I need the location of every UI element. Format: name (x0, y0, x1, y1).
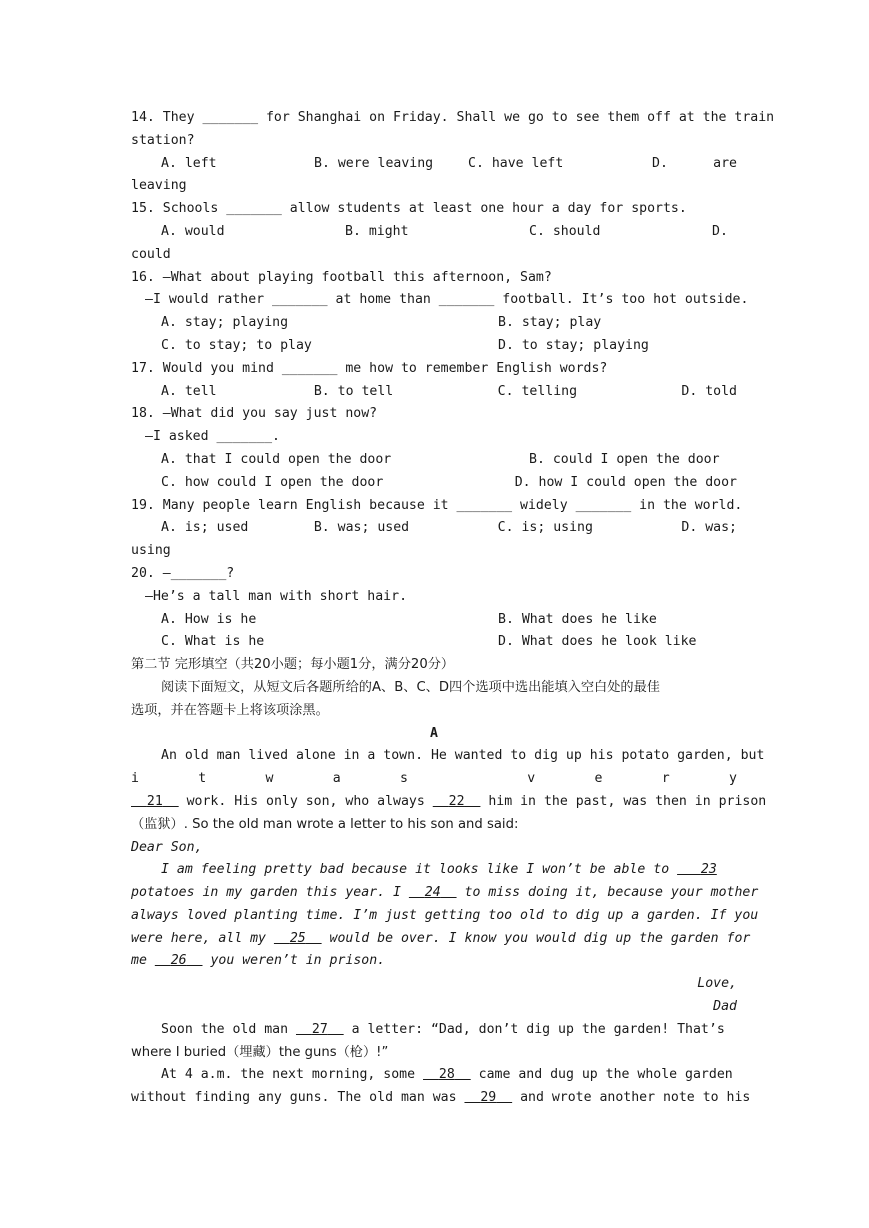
q20-options-row1 (131, 609, 737, 632)
passage-line: An old man lived alone in a town. He wanted to dig up his potato garden, but (161, 748, 765, 764)
q18-option-a: A. that I could open the door (161, 451, 392, 467)
q15-option-b: B. might (345, 223, 409, 239)
q14-option-d-wrap: leaving (131, 178, 187, 194)
q17-option-a: A. tell (161, 383, 217, 399)
q20-reply: —He’s a tall man with short hair. (145, 588, 408, 604)
passage-line: 21 work. His only son, who always 22 him in the past, was then in prison (131, 791, 737, 814)
q16-options-row2 (131, 335, 737, 358)
spread-letter: r (661, 771, 670, 787)
q18-stem: 18. —What did you say just now? (131, 406, 378, 422)
q20-option-d: D. What does he look like (498, 634, 697, 650)
q16-options-row1 (131, 312, 737, 335)
q18-option-d: D. how I could open the door (514, 474, 737, 490)
blank-23: 23 (700, 862, 717, 878)
blank-22: 22 (448, 793, 465, 809)
q15-option-d-wrap: could (131, 246, 171, 262)
q19-option-d: D. was; (681, 520, 737, 536)
letter-line: always loved planting time. I’m just getting too old to dig up a garden. If you (131, 907, 759, 923)
letter-line: I am feeling pretty bad because it looks like I won’t be able to 23 (161, 862, 717, 878)
blank-25: 25 (289, 930, 306, 946)
q17-option-b: B. to tell (313, 383, 394, 399)
q15-options (131, 221, 737, 244)
q19-option-a: A. is; used (161, 520, 249, 536)
q20-option-b: B. What does he like (498, 611, 657, 627)
q16-stem: 16. —What about playing football this afternoon, Sam? (131, 269, 552, 285)
blank-26: 26 (170, 953, 187, 969)
passage-spread-line (131, 768, 737, 791)
q18-reply: —I asked _______. (145, 429, 280, 445)
blank-28: 28 (438, 1067, 455, 1083)
passage-line: Soon the old man 27 a letter: “Dad, don’t dig up the garden! That’s (161, 1021, 725, 1037)
q14-option-d-text: are (713, 155, 737, 171)
exam-page (131, 107, 775, 1110)
q15-option-c: C. should (529, 223, 601, 239)
blank-29: 29 (480, 1090, 497, 1106)
letter-line: were here, all my 25 would be over. I know you would dig up the garden for (131, 930, 751, 946)
passage-line: without finding any guns. The old man was 29 and wrote another note to his (131, 1090, 751, 1106)
spread-letter: s (400, 771, 408, 787)
passage-line: where I buried（埋藏）the guns（枪）!” (131, 1044, 389, 1060)
q16-reply: —I would rather _______ at home than _______ football. It’s too hot outside. (145, 292, 749, 308)
letter-closing: Love, (697, 976, 737, 992)
q14-option-d: D. (652, 155, 668, 171)
letter-line: me 26 you weren’t in prison. (131, 953, 386, 969)
q14-stem: 14. They _______ for Shanghai on Friday. Shall we go to see them off at the train (131, 110, 775, 125)
q14-stem-cont: station? (131, 132, 195, 148)
q20-options-row2 (131, 631, 737, 654)
q14-option-b: B. were leaving (314, 155, 434, 171)
blank-21: 21 (146, 793, 163, 809)
spread-letter: i (131, 771, 139, 787)
section-instructions: 阅读下面短文，从短文后各题所给的A、B、C、D四个选项中选出能填入空白处的最佳 (161, 679, 660, 695)
section-instructions-cont: 选项，并在答题卡上将该项涂黑。 (131, 702, 329, 718)
q19-option-b: B. was; used (313, 520, 410, 536)
section-title: 第二节 完形填空（共20小题；每小题1分，满分20分） (131, 657, 455, 673)
letter-salutation: Dear Son, (131, 839, 203, 855)
letter-signature: Dad (713, 999, 737, 1015)
q17-stem: 17. Would you mind _______ me how to remember English words? (131, 360, 608, 376)
q16-option-a: A. stay; playing (161, 315, 289, 331)
passage-line: At 4 a.m. the next morning, some 28 came and dug up the whole garden (161, 1067, 733, 1083)
q15-option-a: A. would (161, 223, 225, 239)
q15-stem: 15. Schools _______ allow students at least one hour a day for sports. (131, 201, 687, 217)
q18-options-row2 (131, 472, 737, 495)
passage-label: A (430, 725, 438, 741)
letter-line: potatoes in my garden this year. I 24 to miss doing it, because your mother (131, 885, 759, 901)
q15-option-d: D. (712, 223, 728, 239)
q20-stem: 20. —_______? (131, 565, 235, 581)
q14-options (131, 153, 737, 176)
blank-27: 27 (311, 1021, 328, 1037)
q20-option-c: C. What is he (161, 634, 265, 650)
q17-options (131, 381, 737, 404)
q16-option-d: D. to stay; playing (498, 337, 649, 353)
spread-letter: y (729, 771, 737, 787)
blank-24: 24 (424, 885, 441, 901)
q17-option-c: C. telling (497, 383, 578, 399)
passage-line: （监狱）. So the old man wrote a letter to his son and said: (131, 816, 519, 832)
spread-letter: v (527, 771, 536, 787)
q16-option-c: C. to stay; to play (161, 337, 312, 353)
q14-option-c: C. have left (468, 155, 564, 171)
q19-stem: 19. Many people learn English because it _______ widely _______ in the world. (131, 497, 743, 513)
q17-option-d: D. told (681, 383, 737, 399)
q20-option-a: A. How is he (161, 611, 257, 627)
spread-letter: t (198, 771, 207, 787)
spread-letter: e (594, 771, 603, 787)
spread-letter: a (332, 771, 341, 787)
q18-option-c: C. how could I open the door (161, 474, 384, 490)
q19-options (131, 517, 737, 540)
q14-option-a: A. left (161, 155, 217, 171)
spread-letter: w (265, 771, 274, 787)
q18-options-row1 (131, 449, 737, 472)
q19-option-c: C. is; using (497, 520, 593, 536)
q18-option-b: B. could I open the door (529, 451, 720, 467)
q16-option-b: B. stay; play (498, 315, 602, 331)
q19-option-d-wrap: using (131, 543, 171, 559)
